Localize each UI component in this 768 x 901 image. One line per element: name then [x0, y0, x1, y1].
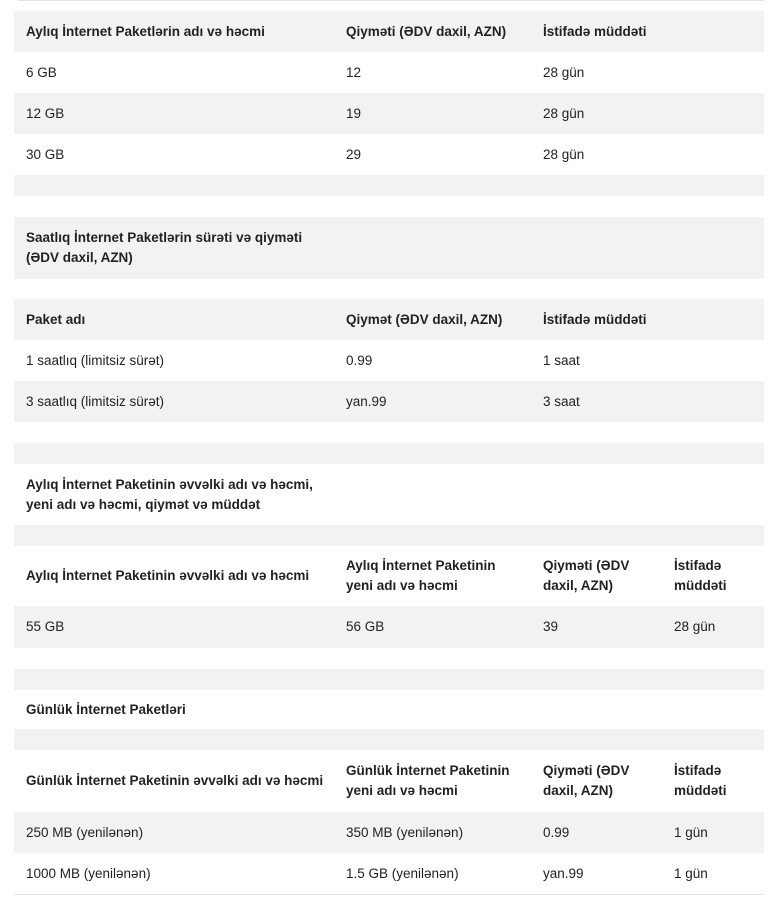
column-header-line: Aylıq İnternet Paketinin əvvəlki adı və həcmi [26, 568, 310, 583]
column-header [334, 556, 531, 596]
table-row [14, 93, 764, 134]
column-header-line: İstifadə [674, 558, 722, 573]
section-title-line: (ƏDV daxil, AZN) [26, 250, 133, 265]
table-cell: 1 gün [674, 865, 708, 881]
table-cell: 1 saatlıq (limitsiz sürət) [26, 352, 165, 368]
bottom-divider [14, 894, 764, 895]
table-row [14, 812, 764, 853]
spacer [14, 279, 764, 299]
table-cell: 1.5 GB (yenilənən) [346, 865, 459, 881]
table-row [14, 52, 764, 93]
table3-header-row [14, 546, 764, 606]
empty-row [14, 669, 764, 690]
table-cell: 19 [346, 105, 362, 121]
section-title [14, 228, 414, 268]
column-header: Paket adı [26, 311, 86, 327]
column-header-line: Günlük İnternet Paketinin əvvəlki adı və həcmi [26, 773, 324, 788]
table-cell: 28 gün [543, 146, 585, 162]
empty-row [14, 175, 764, 196]
table-cell: 39 [543, 619, 559, 634]
table-cell: 1 saat [543, 352, 580, 368]
empty-row [14, 443, 764, 464]
table-cell: 56 GB [346, 619, 385, 634]
table1-header-row [14, 11, 764, 52]
column-header-line: yeni adı və həcmi [346, 578, 458, 593]
table-cell: 28 gün [674, 619, 716, 634]
table-cell: 29 [346, 146, 362, 162]
column-header: Qiymət (ƏDV daxil, AZN) [346, 311, 503, 327]
table-cell: 6 GB [26, 64, 57, 80]
column-header-line: müddəti [674, 578, 727, 593]
empty-row [14, 729, 764, 750]
table-row [14, 381, 764, 422]
table-cell: yan.99 [346, 393, 387, 409]
table3-title-row [14, 464, 764, 525]
spacer [14, 422, 764, 443]
column-header-line: daxil, AZN) [543, 578, 614, 593]
column-header [334, 761, 531, 801]
column-header [14, 771, 334, 791]
table4-title-row [14, 690, 764, 729]
column-header-line: Qiyməti (ƏDV [543, 763, 630, 778]
column-header-line: yeni adı və həcmi [346, 783, 458, 798]
spacer [14, 196, 764, 217]
table-cell: 250 MB (yenilənən) [26, 824, 144, 840]
table-cell: 1000 MB (yenilənən) [26, 865, 151, 881]
table-cell: 28 gün [543, 64, 585, 80]
column-header-line: daxil, AZN) [543, 783, 614, 798]
empty-row [14, 525, 764, 546]
column-header [531, 556, 662, 596]
spacer [14, 648, 764, 669]
table-cell: 55 GB [26, 619, 65, 634]
table2-title-row [14, 217, 764, 279]
table-row [14, 134, 764, 175]
column-header [531, 761, 662, 801]
table-row [14, 853, 764, 894]
column-header: Aylıq İnternet Paketlərin adı və həcmi [26, 23, 265, 39]
column-header: İstifadə müddəti [543, 311, 647, 327]
column-header: İstifadə müddəti [543, 23, 647, 39]
table-row [14, 606, 764, 648]
top-divider [18, 0, 764, 1]
column-header-line: Qiyməti (ƏDV [543, 558, 630, 573]
column-header-line: Aylıq İnternet Paketinin [346, 558, 496, 573]
section-title-line: yeni adı və həcmi, qiymət və müddət [26, 496, 261, 512]
table-cell: 30 GB [26, 146, 65, 162]
table-row [14, 340, 764, 381]
column-header-line: müddəti [674, 783, 727, 798]
column-header [662, 556, 764, 596]
table-cell: 350 MB (yenilənən) [346, 824, 464, 840]
table-cell: 3 saatlıq (limitsiz sürət) [26, 393, 165, 409]
section-title-line: Aylıq İnternet Paketinin əvvəlki adı və həcmi, [26, 476, 313, 492]
column-header [14, 566, 334, 586]
table4-header-row [14, 750, 764, 812]
section-title [14, 475, 414, 515]
table-cell: 3 saat [543, 393, 580, 409]
table2-header-row [14, 299, 764, 340]
table-cell: 28 gün [543, 105, 585, 121]
column-header [662, 761, 764, 801]
table-cell: 12 [346, 64, 362, 80]
table-cell: 0.99 [543, 824, 570, 840]
table-cell: 12 GB [26, 105, 65, 121]
section-title: Günlük İnternet Paketləri [26, 701, 186, 717]
column-header: Qiyməti (ƏDV daxil, AZN) [346, 23, 507, 39]
section-title-line: Saatlıq İnternet Paketlərin sürəti və qiyməti [26, 230, 303, 245]
tariff-tables [14, 0, 764, 895]
column-header-line: Günlük İnternet Paketinin [346, 763, 510, 778]
table-cell: 0.99 [346, 352, 373, 368]
table-cell: 1 gün [674, 824, 708, 840]
column-header-line: İstifadə [674, 763, 722, 778]
table-cell: yan.99 [543, 865, 584, 881]
